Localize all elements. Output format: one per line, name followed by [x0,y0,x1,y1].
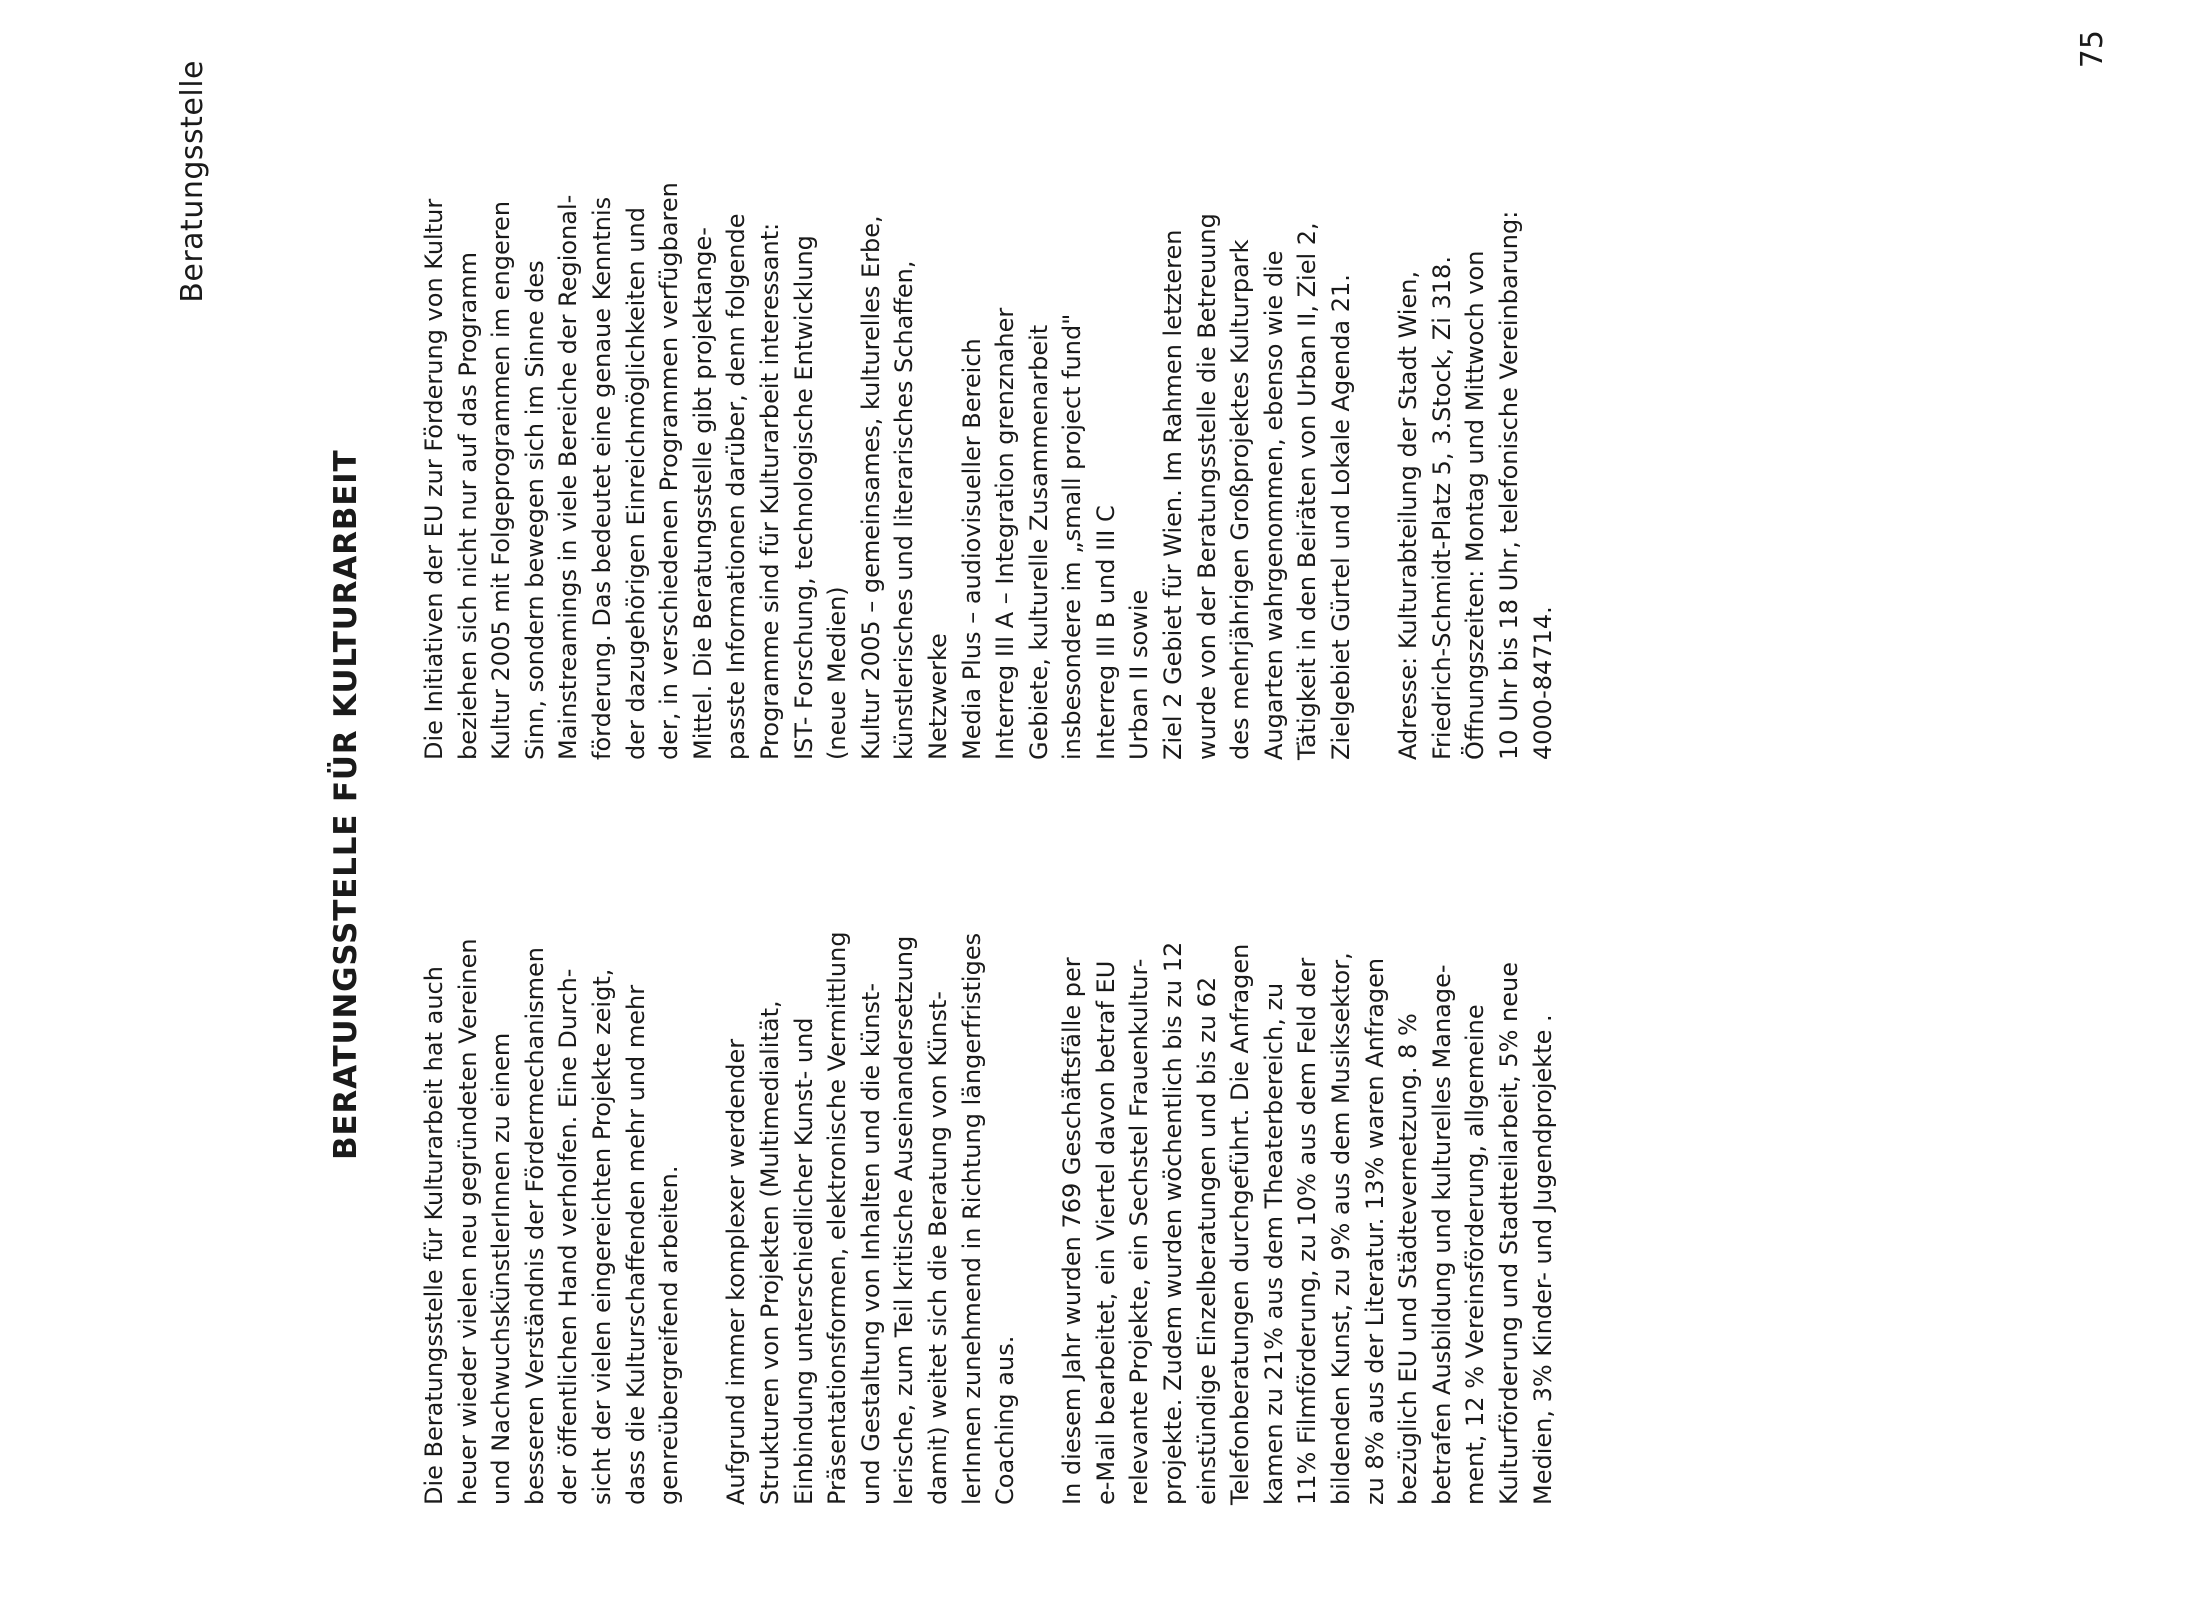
text-line: und NachwuchskünstlerInnen zu einem [487,1032,516,1505]
text-line: Mittel. Die Beratungsstelle gibt projektange- [688,227,717,760]
text-line: einstündige Einzelberatungen und bis zu 62 [1192,976,1221,1505]
text-line: Aufgrund immer komplexer werdender [722,1038,751,1505]
text-line: Kulturförderung und Stadtteilarbeit, 5% neue [1495,962,1523,1505]
paragraph [418,0,1359,760]
text-line: Interreg III A – Integration grenznaher [991,307,1020,760]
text-line: beziehen sich nicht nur auf das Programm [453,251,482,760]
text-line: Einbindung unterschiedlicher Kunst- und [789,1017,818,1505]
text-line: lerische, zum Teil kritische Auseinandersetzung [890,935,919,1505]
text-line: Strukturen von Projekten (Multimedialität, [755,1000,784,1505]
text-line: Tätigkeit in den Beiräten von Urban II, Ziel 2, [1293,222,1322,760]
text-line: Coaching aus. [991,1335,1020,1505]
text-line: wurde von der Beratungsstelle die Betreuung [1192,213,1221,760]
text-line: e-Mail bearbeitet, ein Viertel davon betraf EU [1091,960,1120,1505]
text-line: IST- Forschung, technologische Entwicklung [789,235,818,760]
text-line: insbesondere im „small project fund" [1058,313,1087,760]
text-line: Ziel 2 Gebiet für Wien. Im Rahmen letzteren [1159,229,1188,760]
text-line: Medien, 3% Kinder- und Jugendprojekte . [1528,1014,1557,1505]
text-line: besseren Verständnis der Fördermechanismen [520,947,549,1505]
text-line: Programme sind für Kulturarbeit interessant: [755,222,784,760]
text-line: Interreg III B und III C [1091,505,1120,760]
text-line: Die Initiativen der EU zur Förderung von Kultur [420,198,448,760]
paragraph [418,725,687,1505]
text-line: der öffentlichen Hand verholfen. Eine Durch- [554,968,583,1505]
page-number: 75 [2075,30,2110,69]
text-line: der dazugehörigen Einreichmöglichkeiten und [621,207,650,760]
running-head: Beratungsstelle [175,60,210,303]
text-line: zu 8% aus der Literatur. 13% waren Anfragen [1360,957,1389,1505]
text-line: Sinn, sondern bewegen sich im Sinne des [520,260,549,760]
text-line: bildenden Kunst, zu 9% aus dem Musiksektor, [1327,952,1356,1505]
text-line: passte Informationen darüber, denn folgende [722,213,751,760]
left-column [418,725,1594,1505]
text-line: Kultur 2005 mit Folgeprogrammen im engeren [487,200,516,760]
text-line: 10 Uhr bis 18 Uhr, telefonische Vereinbarung: [1495,210,1523,760]
text-line: künstlerisches und literarisches Schaffen, [890,260,919,760]
text-line: Mainstreamings in viele Bereiche der Regional- [554,194,583,760]
text-line: Urban II sowie [1125,589,1154,760]
paragraph [1392,0,1560,760]
text-line: (neue Medien) [823,586,852,760]
text-line: Öffnungszeiten: Montag und Mittwoch von [1461,250,1490,760]
text-line: Zielgebiet Gürtel und Lokale Agenda 21. [1327,274,1356,760]
text-line: Adresse: Kulturabteilung der Stadt Wien, [1394,270,1423,760]
page-title: BERATUNGSSTELLE FÜR KULTURARBEIT [328,449,364,1160]
text-line: genreübergreifend arbeiten. [655,1165,684,1505]
text-line: Friedrich-Schmidt-Platz 5, 3.Stock, Zi 318. [1427,256,1456,760]
paragraph [1056,725,1560,1505]
text-line: kamen zu 21% aus dem Theaterbereich, zu [1259,982,1288,1505]
paragraph [720,725,1022,1505]
text-line: 11% Filmförderung, zu 10% aus dem Feld der [1293,957,1322,1505]
text-line: 4000-84714. [1528,606,1557,760]
text-line: und Gestaltung von Inhalten und die künst- [856,983,885,1505]
text-line: relevante Projekte, ein Sechstel Frauenkultur- [1125,958,1154,1505]
text-line: förderung. Das bedeutet eine genaue Kenntnis [587,196,616,760]
text-line: Gebiete, kulturelle Zusammenarbeit [1024,324,1053,760]
text-line: Netzwerke [923,633,952,760]
text-line: bezüglich EU und Städtevernetzung. 8 % [1394,1013,1423,1505]
text-line: damit) weitet sich die Beratung von Künst- [923,991,952,1505]
text-line: sicht der vielen eingereichten Projekte zeigt, [587,968,616,1505]
text-line: In diesem Jahr wurden 769 Geschäftsfälle per [1058,957,1087,1505]
text-line: Telefonberatungen durchgeführt. Die Anfragen [1226,943,1255,1505]
right-column [418,0,1594,760]
text-line: des mehrjährigen Großprojektes Kulturpark [1226,239,1255,760]
text-line: Kultur 2005 – gemeinsames, kulturelles Erbe, [856,215,885,760]
text-line: Die Beratungsstelle für Kulturarbeit hat auch [420,966,448,1505]
text-line: lerInnen zunehmend in Richtung längerfristiges [957,932,986,1505]
text-line: heuer wieder vielen neu gegründeten Vereinen [453,938,482,1505]
text-line: ment, 12 % Vereinsförderung, allgemeine [1461,1004,1490,1505]
text-line: Media Plus – audiovisueller Bereich [957,338,986,760]
text-line: Augarten wahrgenommen, ebenso wie die [1259,250,1288,760]
text-line: dass die Kulturschaffenden mehr und mehr [621,984,650,1505]
text-line: der, in verschiedenen Programmen verfügbaren [655,182,684,760]
text-line: betrafen Ausbildung und kulturelles Manage- [1427,964,1456,1505]
text-line: Präsentationsformen, elektronische Vermittlung [823,931,852,1505]
text-line: projekte. Zudem wurden wöchentlich bis zu 12 [1159,941,1188,1505]
